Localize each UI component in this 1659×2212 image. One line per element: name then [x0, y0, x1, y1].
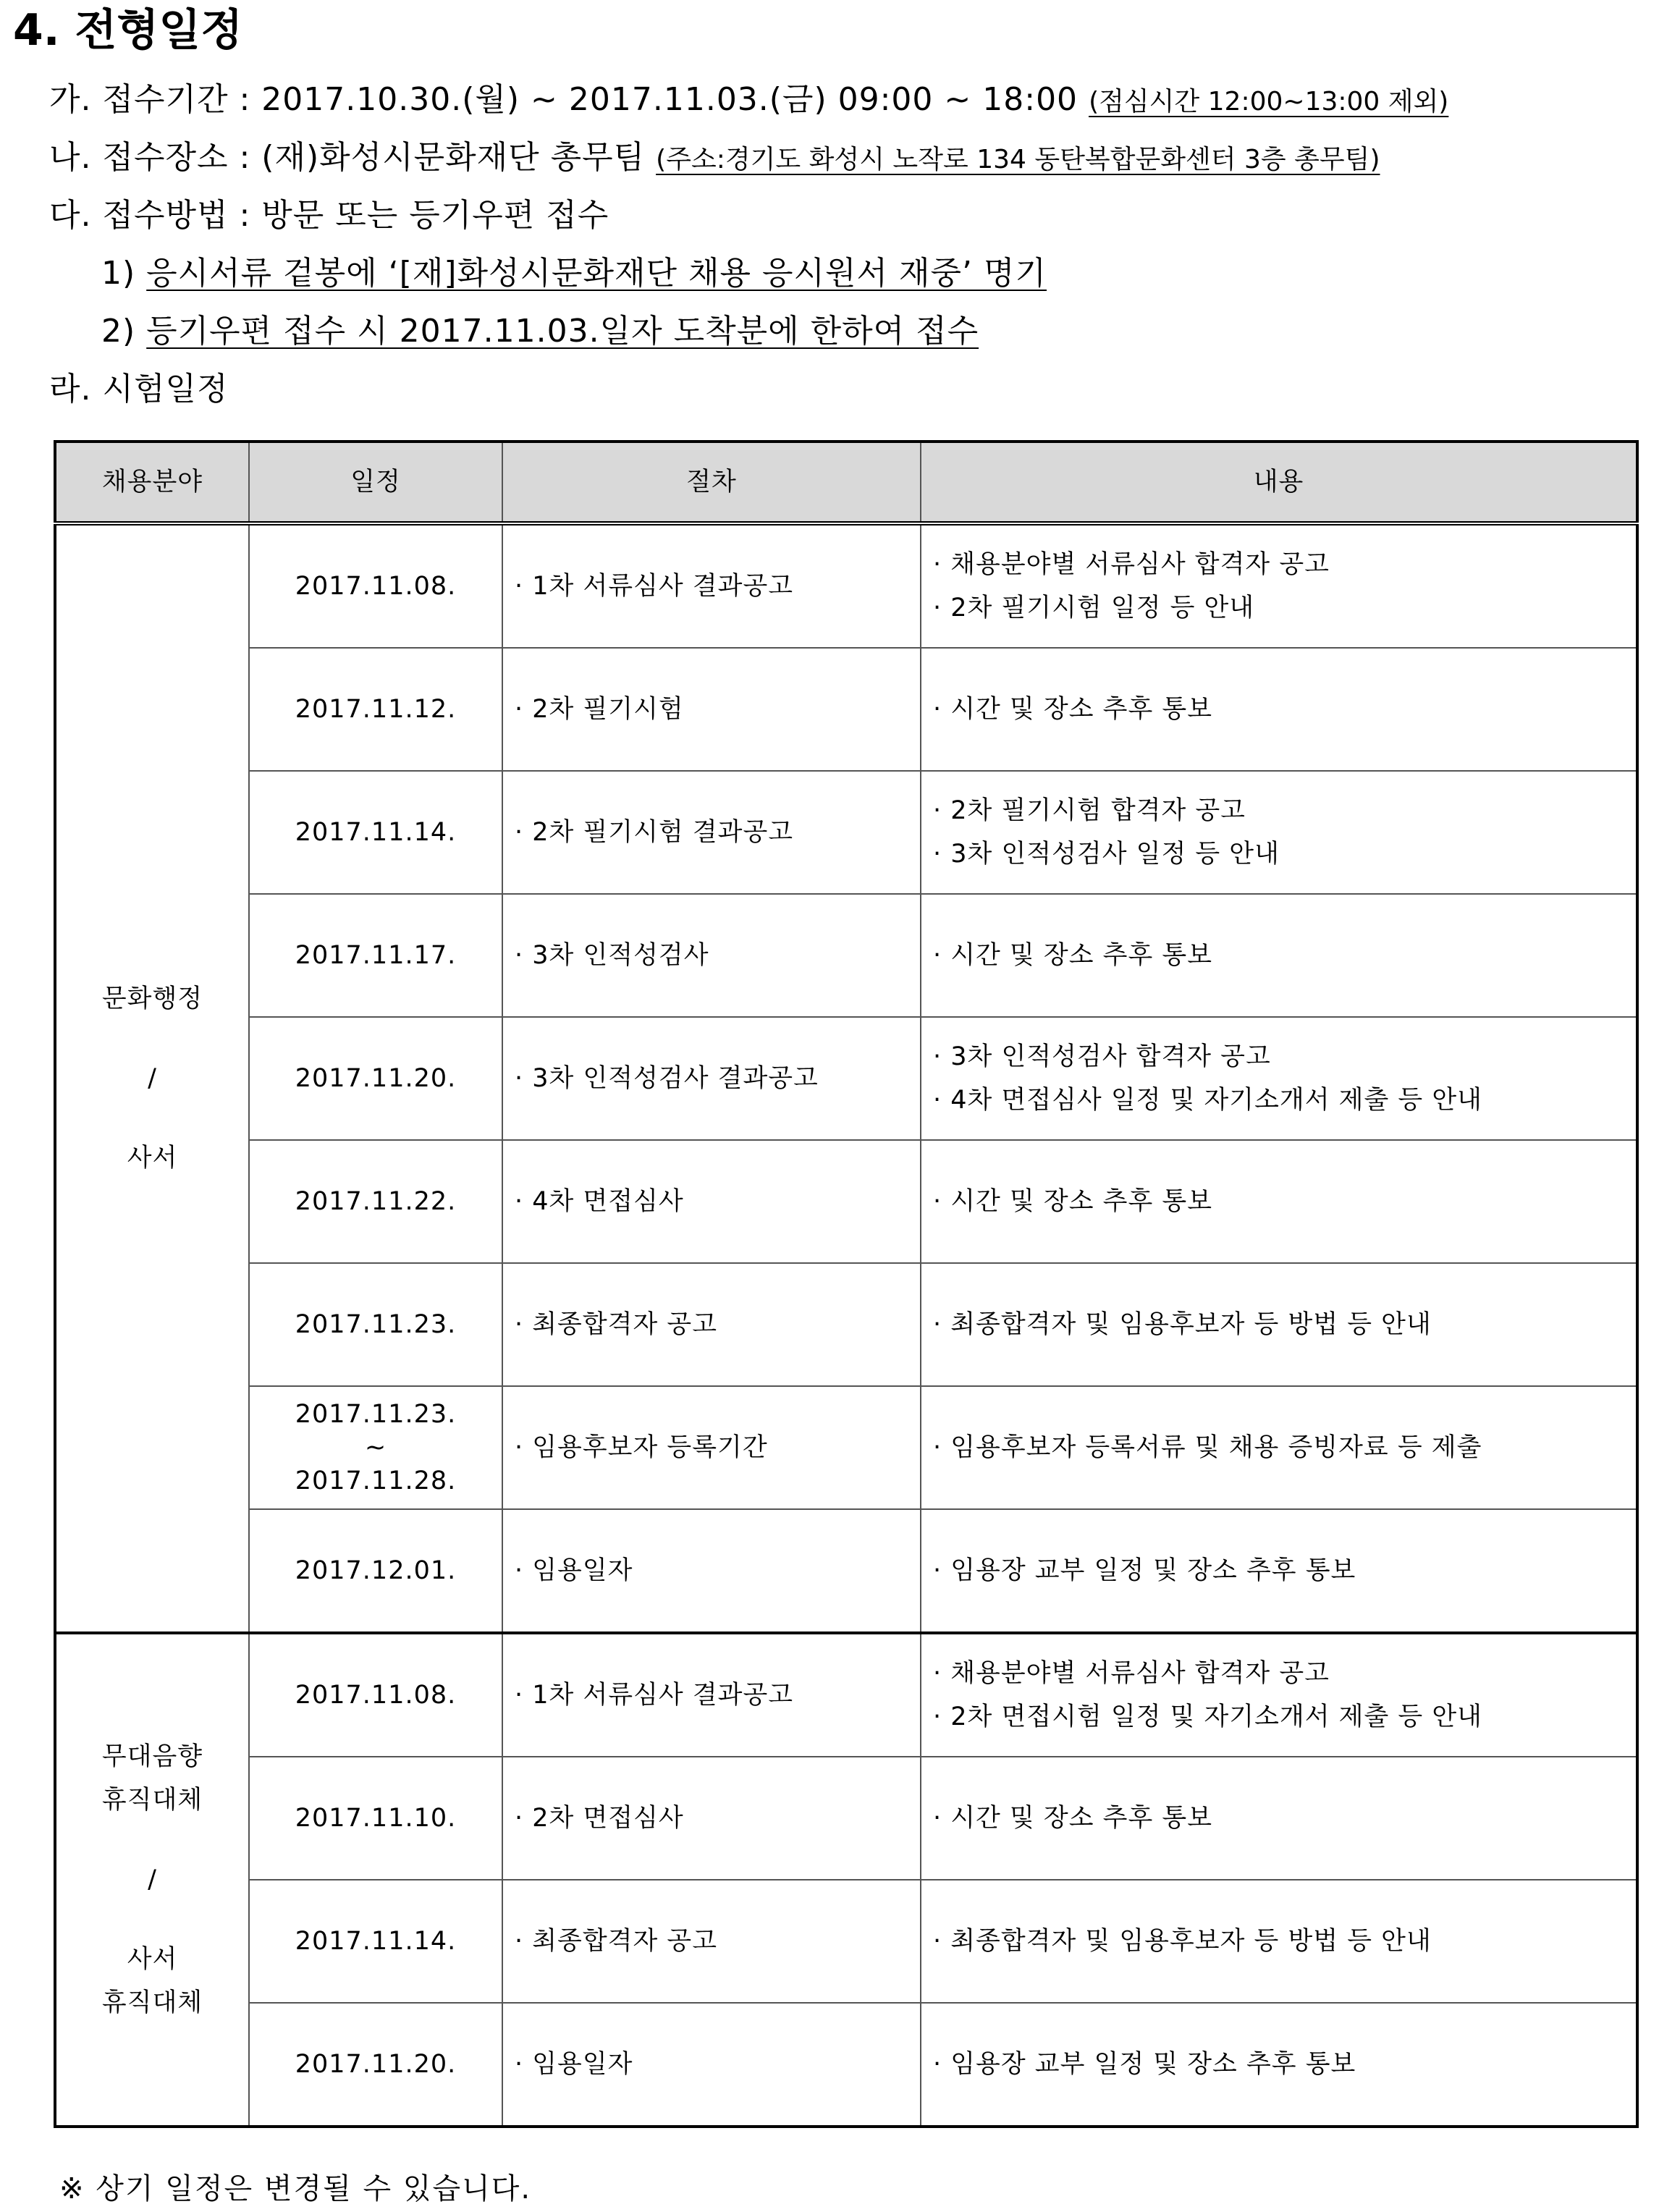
- procedure-cell: · 2차 면접심사: [502, 1757, 921, 1880]
- content-line: · 2차 필기시험 일정 등 안내: [933, 594, 1255, 622]
- content-line: · 시간 및 장소 추후 통보: [933, 941, 1213, 970]
- date-cell: 2017.11.23.: [249, 1263, 502, 1386]
- table-row: [55, 771, 1637, 894]
- procedure-cell: · 임용후보자 등록기간: [502, 1386, 921, 1509]
- content-cell: [921, 648, 1637, 771]
- content-line: · 2차 면접시험 일정 및 자기소개서 제출 등 안내: [933, 1702, 1482, 1731]
- table-row: [55, 1757, 1637, 1880]
- table-row: [55, 1509, 1637, 1633]
- procedure-cell: · 최종합격자 공고: [502, 1880, 921, 2003]
- procedure-cell: · 2차 필기시험: [502, 648, 921, 771]
- method-sub1: [101, 252, 1047, 295]
- procedure-cell: · 최종합격자 공고: [502, 1263, 921, 1386]
- content-line: · 임용장 교부 일정 및 장소 추후 통보: [933, 1556, 1356, 1585]
- category-text: 휴직대체: [101, 1786, 203, 1815]
- procedure-cell: · 2차 필기시험 결과공고: [502, 771, 921, 894]
- content-cell: [921, 2003, 1637, 2127]
- method-label: 다. 접수방법 : 방문 또는 등기우편 접수: [49, 197, 609, 234]
- category-text: 사서: [127, 1945, 178, 1974]
- content-cell: [921, 1757, 1637, 1880]
- period-label: 가. 접수기간 : 2017.10.30.(월) ~ 2017.11.03.(금) 09:00 ~ 18:00: [49, 81, 1078, 118]
- category-text: 무대음향: [101, 1742, 203, 1771]
- date-range-sep: ~: [364, 1433, 387, 1462]
- content-line: · 시간 및 장소 추후 통보: [933, 1187, 1213, 1216]
- place-line: [49, 136, 1380, 182]
- date-cell: 2017.11.17.: [249, 894, 502, 1017]
- table-row: [55, 894, 1637, 1017]
- date-start: 2017.11.23.: [295, 1400, 457, 1429]
- content-line: · 시간 및 장소 추후 통보: [933, 1804, 1213, 1833]
- method-sub2-text: 등기우편 접수 시 2017.11.03.일자 도착분에 한하여 접수: [146, 313, 979, 350]
- table-row: [55, 1633, 1637, 1757]
- schedule-table: [54, 440, 1639, 2128]
- content-line: · 시간 및 장소 추후 통보: [933, 695, 1213, 724]
- content-cell: [921, 1880, 1637, 2003]
- date-cell: 2017.11.20.: [249, 2003, 502, 2127]
- date-cell: 2017.12.01.: [249, 1509, 502, 1633]
- footnote: ※ 상기 일정은 변경될 수 있습니다.: [59, 2172, 532, 2205]
- period-line: [49, 78, 1448, 124]
- table-body: [55, 523, 1637, 2127]
- date-cell: 2017.11.08.: [249, 523, 502, 648]
- category-text: 문화행정: [101, 984, 203, 1013]
- method-sub1-text: 응시서류 겉봉에 ‘[재]화성시문화재단 채용 응시원서 재중’ 명기: [146, 255, 1047, 292]
- category-text: /: [148, 1064, 157, 1093]
- date-cell: 2017.11.14.: [249, 1880, 502, 2003]
- content-line: · 3차 인적성검사 일정 등 안내: [933, 840, 1280, 869]
- table-row: [55, 1880, 1637, 2003]
- date-range-cell: [249, 1386, 502, 1509]
- header-field: 채용분야: [55, 442, 249, 523]
- content-cell: [921, 1633, 1637, 1757]
- table-row: [55, 1263, 1637, 1386]
- method-sub2: [101, 310, 979, 353]
- exam-label: 라. 시험일정: [49, 371, 229, 408]
- category-text: /: [148, 1865, 157, 1894]
- date-end: 2017.11.28.: [295, 1466, 457, 1495]
- table-row: [55, 1017, 1637, 1140]
- table-row: [55, 523, 1637, 648]
- content-line: · 채용분야별 서류심사 합격자 공고: [933, 550, 1330, 579]
- procedure-cell: · 4차 면접심사: [502, 1140, 921, 1263]
- content-cell: [921, 1263, 1637, 1386]
- content-line: · 임용후보자 등록서류 및 채용 증빙자료 등 제출: [933, 1433, 1482, 1462]
- date-cell: 2017.11.12.: [249, 648, 502, 771]
- content-line: · 4차 면접심사 일정 및 자기소개서 제출 등 안내: [933, 1086, 1482, 1115]
- content-line: · 임용장 교부 일정 및 장소 추후 통보: [933, 2050, 1356, 2079]
- table-row: [55, 2003, 1637, 2127]
- content-line: · 최종합격자 및 임용후보자 등 방법 등 안내: [933, 1927, 1432, 1956]
- content-cell: [921, 1017, 1637, 1140]
- date-cell: 2017.11.20.: [249, 1017, 502, 1140]
- place-note: (주소:경기도 화성시 노작로 134 동탄복합문화센터 3층 총무팀): [656, 145, 1380, 174]
- exam-line: [49, 368, 229, 411]
- content-cell: [921, 1140, 1637, 1263]
- content-cell: [921, 894, 1637, 1017]
- category-cell-group1: [55, 523, 249, 1633]
- procedure-cell: · 1차 서류심사 결과공고: [502, 1633, 921, 1757]
- date-cell: 2017.11.22.: [249, 1140, 502, 1263]
- content-cell: [921, 523, 1637, 648]
- table-header-row: [55, 442, 1637, 523]
- method-sub2-number: 2): [101, 313, 136, 350]
- category-cell-group2: [55, 1633, 249, 2127]
- procedure-cell: · 임용일자: [502, 2003, 921, 2127]
- content-line: · 최종합격자 및 임용후보자 등 방법 등 안내: [933, 1310, 1432, 1339]
- content-cell: [921, 771, 1637, 894]
- date-cell: 2017.11.14.: [249, 771, 502, 894]
- date-cell: 2017.11.08.: [249, 1633, 502, 1757]
- header-procedure: 절차: [502, 442, 921, 523]
- section-heading: 4. 전형일정: [13, 5, 243, 56]
- content-cell: [921, 1386, 1637, 1509]
- table-row: [55, 1140, 1637, 1263]
- content-line: · 3차 인적성검사 합격자 공고: [933, 1042, 1271, 1071]
- procedure-cell: · 1차 서류심사 결과공고: [502, 523, 921, 648]
- table-row: [55, 1386, 1637, 1509]
- content-line: · 채용분야별 서류심사 합격자 공고: [933, 1659, 1330, 1688]
- header-content: 내용: [921, 442, 1637, 523]
- table-row: [55, 648, 1637, 771]
- category-text: 휴직대체: [101, 1988, 203, 2017]
- date-cell: 2017.11.10.: [249, 1757, 502, 1880]
- period-note: (점심시간 12:00~13:00 제외): [1089, 87, 1449, 117]
- procedure-cell: · 3차 인적성검사: [502, 894, 921, 1017]
- content-cell: [921, 1509, 1637, 1633]
- method-sub1-number: 1): [101, 255, 136, 292]
- place-label: 나. 접수장소 : (재)화성시문화재단 총무팀: [49, 139, 646, 176]
- procedure-cell: · 임용일자: [502, 1509, 921, 1633]
- header-date: 일정: [249, 442, 502, 523]
- category-text: 사서: [127, 1144, 178, 1173]
- procedure-cell: · 3차 인적성검사 결과공고: [502, 1017, 921, 1140]
- content-line: · 2차 필기시험 합격자 공고: [933, 796, 1246, 825]
- method-line: [49, 194, 609, 237]
